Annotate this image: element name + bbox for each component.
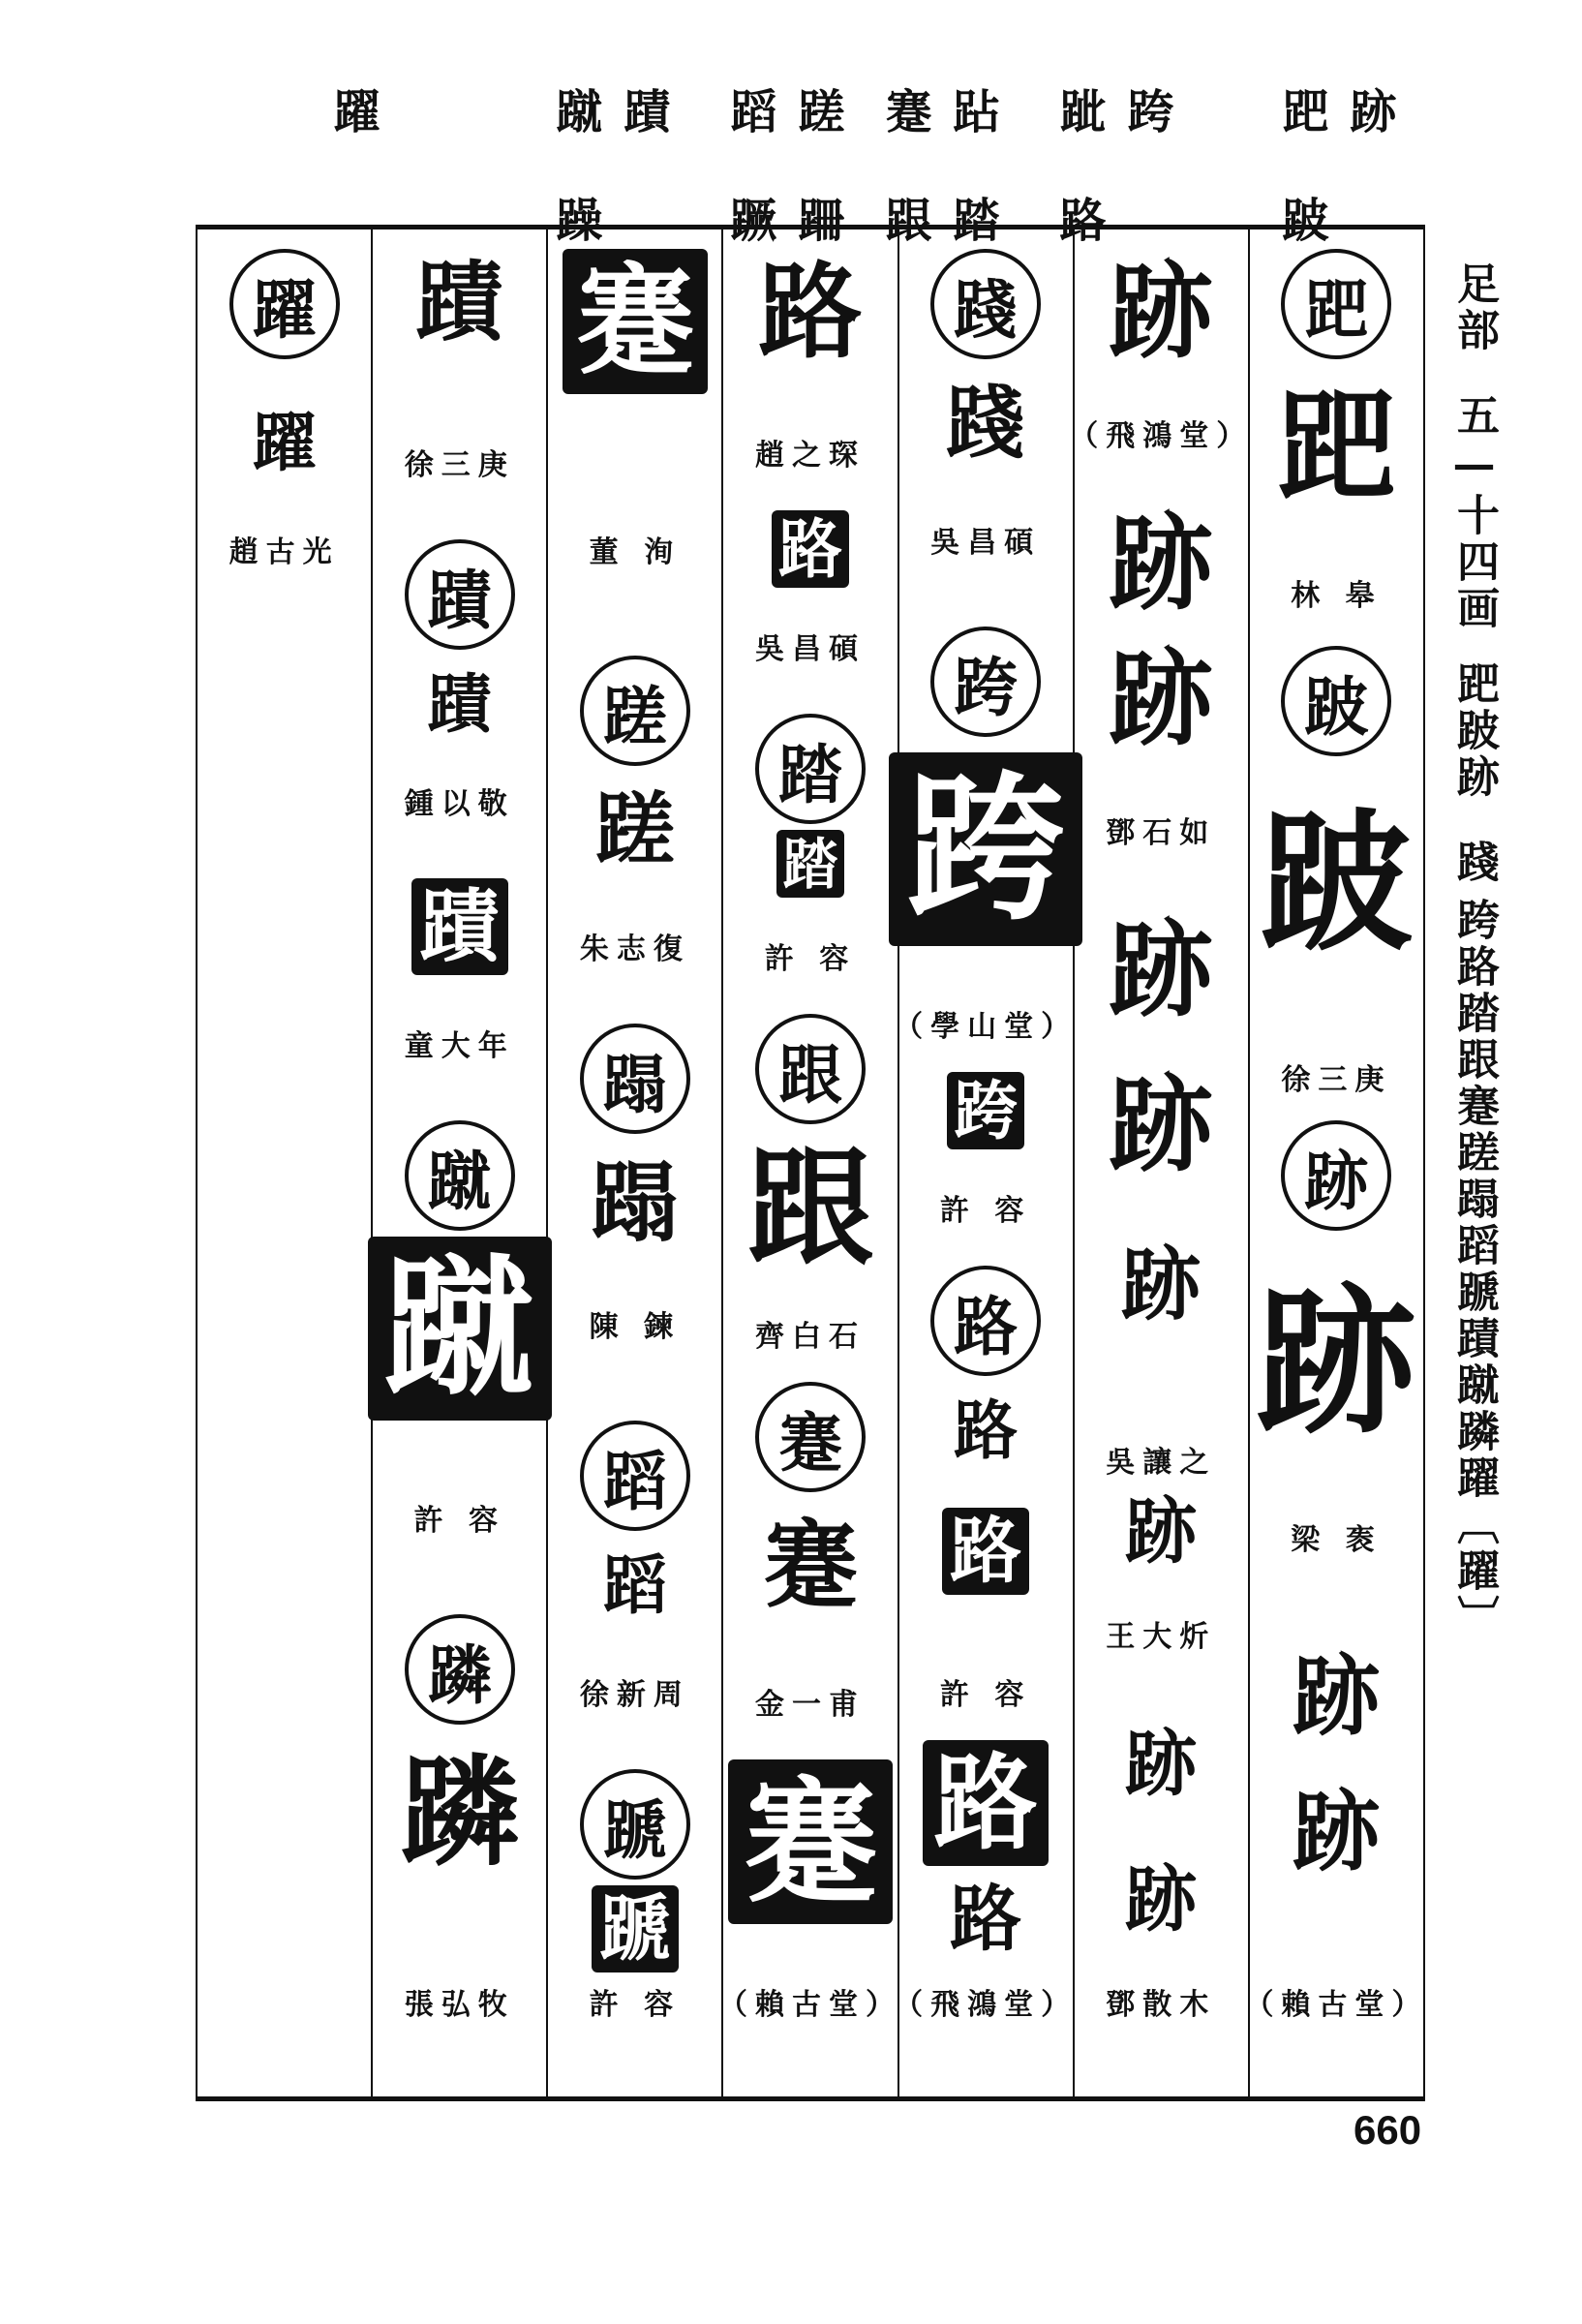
seal-entry: [723, 249, 897, 375]
credit-entry: [723, 1672, 897, 1723]
credit-entry: [894, 1972, 1079, 2023]
credit-entry: [718, 1972, 903, 2023]
heading-line: 躍: [325, 87, 380, 138]
seal-impression: 躍: [252, 405, 317, 480]
headword-entry: [373, 539, 546, 650]
seal-entry: [899, 1740, 1073, 1866]
seal-entry: [548, 781, 721, 878]
credit-entry: [723, 617, 897, 667]
seal-impression: 跡: [1109, 909, 1213, 1031]
credit-entry: [373, 1014, 546, 1064]
seal-impression: 跡: [1293, 1645, 1381, 1748]
carver-credit: 許 容: [413, 1504, 505, 1538]
side-title-chars-b: 踐: [1449, 840, 1499, 886]
seal-entry: [1075, 1488, 1248, 1575]
seal-impression-relief: 蹴: [368, 1237, 552, 1421]
side-title-part: 足部: [1449, 261, 1499, 354]
seal-impression-relief: 蹟: [411, 878, 508, 975]
heading-group-3: [877, 87, 999, 246]
seal-entry: [373, 249, 546, 355]
seal-impression-relief: 蹇: [563, 249, 708, 394]
seal-impression: 蹸: [400, 1742, 520, 1882]
seal-column: [894, 229, 1079, 2096]
heading-group-2: [1051, 87, 1173, 246]
credit-entry: [373, 433, 546, 483]
credit-entry: [373, 772, 546, 822]
seal-impression-relief: 蹏: [592, 1885, 679, 1972]
seal-impression: 跡: [1125, 1490, 1198, 1574]
seal-impression-relief: 跨: [947, 1072, 1024, 1149]
headword-entry: [1250, 1120, 1423, 1231]
headword-entry: [548, 1769, 721, 1880]
credit-entry: [548, 1663, 721, 1713]
credit-entry: [899, 510, 1073, 561]
carver-credit: 陳 鍊: [589, 1310, 682, 1344]
credit-entry: [723, 423, 897, 474]
heading-line: 蹴 躁: [548, 87, 602, 246]
seal-impression: 跡: [1109, 1064, 1213, 1186]
carver-credit: 梁 袠: [1291, 1523, 1383, 1557]
headword-circle: 跨: [930, 627, 1041, 737]
credit-entry: [548, 520, 721, 570]
carver-credit: 吳昌碩: [930, 526, 1042, 560]
seal-entry: [723, 1508, 897, 1624]
carver-credit: 徐三庚: [1281, 1063, 1392, 1097]
seal-entry: [723, 510, 897, 588]
heading-line: 蹉 跚: [790, 87, 844, 246]
seal-impression-relief: 蹇: [728, 1759, 893, 1924]
seal-impression: 跁: [1276, 377, 1396, 517]
credit-entry: [894, 994, 1079, 1045]
heading-line: 跨: [1119, 87, 1173, 138]
seal-impression: 路: [954, 1392, 1019, 1468]
seal-impression: 蹋: [591, 1151, 679, 1254]
headword-circle: 踐: [930, 249, 1041, 359]
carver-credit: 徐三庚: [404, 448, 515, 482]
seal-entry: [723, 830, 897, 898]
seal-entry: [1250, 791, 1423, 975]
credit-entry: [1075, 801, 1248, 851]
seal-table: [196, 225, 1429, 2101]
seal-impression-relief: 跨: [889, 752, 1082, 946]
seal-entry: [548, 1885, 721, 1972]
headword-entry: [373, 1120, 546, 1231]
seal-impression: 蹟: [427, 666, 492, 742]
seal-entry: [373, 665, 546, 743]
credit-entry: [373, 1488, 546, 1539]
credit-entry: [548, 1972, 721, 2023]
headword-circle: 跟: [755, 1014, 866, 1124]
seal-impression: 蹈: [602, 1547, 667, 1623]
seal-impression: 跡: [1257, 1269, 1416, 1455]
headword-circle: 蹏: [580, 1769, 690, 1880]
headword-entry: [723, 1382, 897, 1492]
credit-entry: [548, 1295, 721, 1345]
seal-impression: 蹟: [415, 251, 503, 353]
seal-column: [196, 229, 371, 2096]
seal-entry: [1075, 501, 1248, 627]
seal-entry: [1250, 1779, 1423, 1885]
seal-entry: [899, 375, 1073, 472]
page-number: 660: [1354, 2107, 1422, 2153]
headword-circle: 蹈: [580, 1421, 690, 1531]
seal-entry: [899, 1508, 1073, 1595]
seal-entry: [1075, 1856, 1248, 1943]
seal-impression: 路: [950, 1878, 1022, 1961]
carver-credit: 許 容: [939, 1678, 1032, 1712]
carver-credit: 金一甫: [755, 1688, 866, 1722]
seal-impression: 跡: [1109, 638, 1213, 760]
credit-entry: [1075, 1605, 1248, 1655]
seal-impression-relief: 路: [923, 1740, 1049, 1866]
credit-entry: [1250, 564, 1423, 614]
heading-line: 跡: [1342, 87, 1396, 138]
heading-group-5: [548, 87, 670, 246]
seal-entry: [723, 1759, 897, 1924]
seal-impression: 跡: [1121, 1238, 1202, 1331]
credit-entry: [1250, 1508, 1423, 1558]
carver-credit: 趙古光: [228, 535, 340, 569]
carver-credit: 趙之琛: [755, 439, 866, 473]
side-title-chars-d: 〔躍〕: [1449, 1502, 1499, 1641]
seal-impression: 跡: [1125, 1858, 1198, 1942]
carver-credit: 許 容: [939, 1194, 1032, 1228]
seal-entry: [198, 404, 371, 481]
heading-group-1: [1274, 87, 1396, 246]
credit-entry: [1075, 1972, 1248, 2023]
credit-entry: [899, 1663, 1073, 1713]
seal-entry: [1075, 636, 1248, 762]
headword-entry: [1250, 249, 1423, 359]
seal-entry: [899, 1391, 1073, 1469]
carver-credit: 鄧石如: [1106, 816, 1217, 850]
carver-credit: 齊白石: [755, 1320, 866, 1354]
seal-column: [371, 229, 546, 2096]
carver-credit: 徐新周: [579, 1678, 690, 1712]
seal-entry: [1250, 1266, 1423, 1459]
seal-entry: [1075, 907, 1248, 1033]
carver-credit: 張弘牧: [404, 1988, 515, 2022]
headword-entry: [899, 249, 1073, 359]
seal-entry: [373, 878, 546, 975]
credit-entry: [1075, 1430, 1248, 1481]
carver-credit: 許 容: [764, 942, 857, 976]
heading-line: 跁 跛: [1274, 87, 1328, 246]
carver-credit: 董 洵: [589, 535, 682, 569]
seal-column: [1244, 229, 1429, 2096]
headword-circle: 路: [930, 1266, 1041, 1376]
headword-entry: [1250, 646, 1423, 756]
headword-circle: 跛: [1281, 646, 1391, 756]
carver-credit: （賴古堂）: [718, 1988, 903, 2022]
headword-entry: [373, 1614, 546, 1725]
seal-impression-relief: 路: [942, 1508, 1029, 1595]
seal-entry: [1075, 1237, 1248, 1333]
heading-line: 蹇 跟: [877, 87, 931, 246]
headword-circle: 蹇: [755, 1382, 866, 1492]
seal-entry: [899, 1876, 1073, 1963]
seal-entry: [548, 1149, 721, 1256]
seal-impression-relief: 路: [772, 510, 849, 588]
heading-group-6: [325, 87, 380, 138]
carver-credit: 鄧散木: [1106, 1988, 1217, 2022]
credit-entry: [723, 927, 897, 977]
seal-entry: [548, 1546, 721, 1624]
heading-line: 蹟: [616, 87, 670, 138]
seal-impression: 跡: [1293, 1781, 1381, 1883]
headword-entry: [548, 1421, 721, 1531]
credit-entry: [373, 1972, 546, 2023]
credit-entry: [723, 1304, 897, 1355]
side-title-chars-a: 跁跛跡: [1449, 661, 1499, 801]
seal-column: [1069, 229, 1254, 2096]
credit-entry: [899, 1178, 1073, 1229]
headword-circle: 蹋: [580, 1024, 690, 1134]
seal-entry: [1250, 375, 1423, 520]
seal-impression: 蹉: [594, 783, 675, 876]
credit-entry: [1244, 1972, 1429, 2023]
seal-entry: [373, 1740, 546, 1885]
seal-entry: [1075, 1062, 1248, 1188]
headword-circle: 跁: [1281, 249, 1391, 359]
seal-impression: 跛: [1261, 794, 1413, 971]
seal-entry: [899, 1072, 1073, 1149]
credit-entry: [1069, 404, 1254, 454]
carver-credit: 許 容: [589, 1988, 682, 2022]
seal-impression: 踐: [946, 377, 1026, 470]
headword-entry: [899, 1266, 1073, 1376]
heading-line: 跕 踏: [945, 87, 999, 246]
headword-circle: 蹸: [405, 1614, 515, 1725]
headword-circle: 踏: [755, 714, 866, 824]
credit-entry: [198, 520, 371, 570]
seal-column: [546, 229, 721, 2096]
carver-credit: 林 皋: [1291, 579, 1383, 613]
headword-entry: [548, 1024, 721, 1134]
carver-credit: （飛鴻堂）: [1069, 419, 1254, 453]
carver-credit: 吳昌碩: [755, 632, 866, 666]
heading-line: 跐 路: [1051, 87, 1106, 246]
carver-credit: （賴古堂）: [1244, 1988, 1429, 2022]
seal-entry: [373, 1237, 546, 1421]
headword-entry: [899, 627, 1073, 737]
carver-credit: （學山堂）: [894, 1010, 1079, 1044]
seal-impression: 蹇: [762, 1510, 858, 1621]
carver-credit: 鍾以敬: [404, 787, 515, 821]
seal-entry: [1075, 1721, 1248, 1808]
seal-column: [718, 229, 903, 2096]
side-title: [1443, 261, 1510, 1641]
carver-credit: （飛鴻堂）: [894, 1988, 1079, 2022]
carver-credit: 童大年: [404, 1029, 515, 1063]
carver-credit: 吳讓之: [1106, 1446, 1217, 1480]
seal-entry: [1250, 1643, 1423, 1750]
headword-circle: 蹴: [405, 1120, 515, 1231]
seal-entry: [548, 249, 721, 394]
headword-entry: [723, 1014, 897, 1124]
seal-entry: [899, 752, 1073, 946]
headword-entry: [198, 249, 371, 359]
credit-entry: [548, 917, 721, 967]
heading-line: 蹈 蹶: [722, 87, 776, 246]
seal-entry: [723, 1130, 897, 1285]
seal-impression: 跟: [746, 1132, 874, 1282]
headword-entry: [548, 656, 721, 766]
headword-circle: 蹟: [405, 539, 515, 650]
heading-group-4: [722, 87, 844, 246]
seal-columns: [196, 229, 1429, 2096]
seal-impression: 路: [758, 251, 863, 373]
side-title-chars-c: 跨路踏跟蹇蹉蹋蹈蹏蹟蹴蹸躍: [1449, 898, 1499, 1502]
seal-impression: 跡: [1109, 251, 1213, 373]
side-title-strokes: 五—十四画: [1449, 393, 1499, 632]
headword-entry: [723, 714, 897, 824]
headword-circle: 蹉: [580, 656, 690, 766]
seal-impression: 跡: [1109, 503, 1213, 625]
carver-credit: 王大炘: [1106, 1620, 1217, 1654]
carver-credit: 朱志復: [579, 933, 690, 966]
seal-entry: [1075, 249, 1248, 375]
top-heading: [196, 87, 1425, 246]
seal-impression: 跡: [1125, 1723, 1198, 1806]
headword-circle: 躍: [229, 249, 340, 359]
credit-entry: [1250, 1048, 1423, 1098]
seal-impression-relief: 踏: [776, 830, 844, 898]
headword-circle: 跡: [1281, 1120, 1391, 1231]
